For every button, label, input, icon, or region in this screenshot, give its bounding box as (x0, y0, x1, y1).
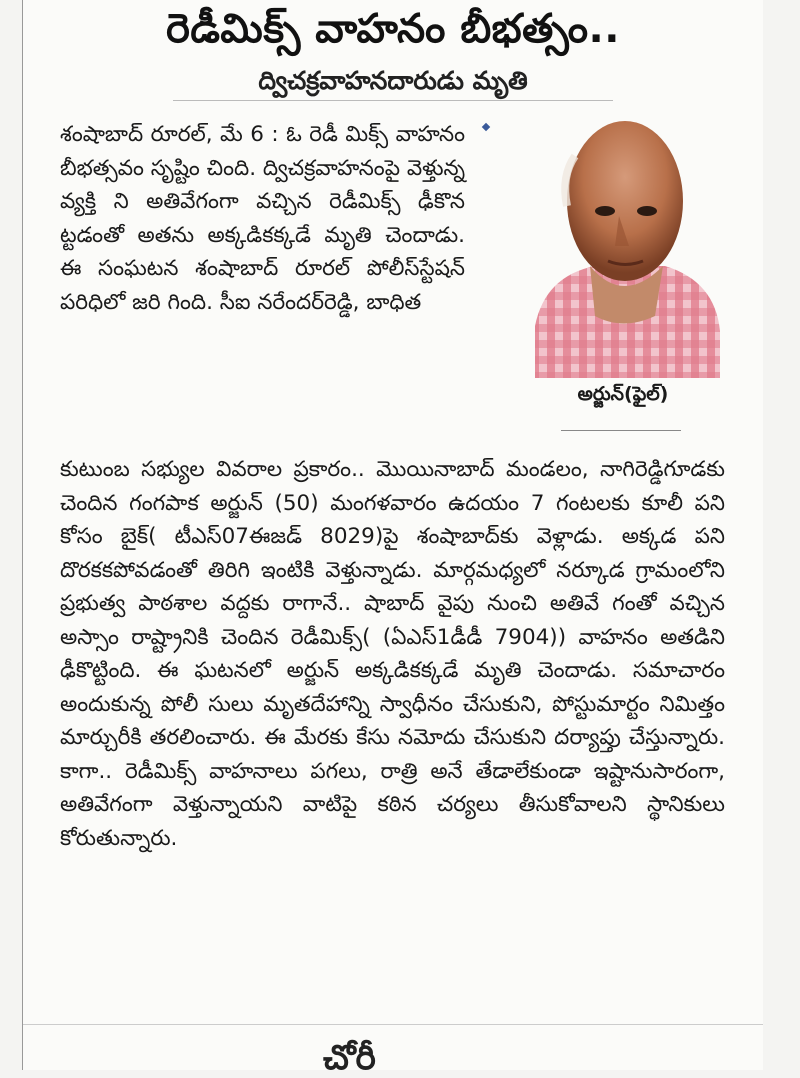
person-photo (515, 116, 730, 378)
paragraph-text: శంషాబాద్‌ రూరల్‌, మే 6 : ఓ రెడీ మిక్స్‌ వాహనం బీభత్సవం సృష్టిం చింది. ద్విచక్రవాహనంపై వెళ్తున్న వ్యక్తి ని అతివేగంగా వచ్చిన రెడీమిక్స్‌ ఢీకొన ట్టడంతో అతను అక్కడికక్కడే మృతి చెందాడు. ఈ సంఘటన శంషాబాద్‌ రూరల్‌ పోలీస్‌స్టేషన్‌ పరిధిలో జరి గింది. సీఐ నరేందర్‌రెడ్డి, బాధిత (60, 122, 466, 315)
caption-underline (561, 430, 681, 431)
bullet-marker-icon (482, 123, 490, 131)
headline: రెడీమిక్స్‌ వాహనం బీభత్సం.. (166, 6, 620, 52)
full-width-paragraph (60, 453, 725, 855)
subheadline: ద్విచక్రవాహనదారుడు మృతి (258, 66, 528, 95)
next-article-headline: చోరీ (323, 1038, 376, 1078)
subheadline-underline (173, 100, 613, 101)
paragraph-text: కుటుంబ సభ్యుల వివరాల ప్రకారం.. మొయినాబాద్‌ మండలం, నాగిరెడ్డిగూడకు చెందిన గంగపాక అర్జున్‌ (50) మంగళవారం ఉదయం 7 గంటలకు కూలీ పని కోసం బైక్‌( టీఎస్‌07ఈజడ్‌ 8029)పై శంషాబాద్‌కు వెళ్లాడు. అక్కడ పని దొరకకపోవడంతో తిరిగి ఇంటికి వెళ్తున్నాడు. మార్గమధ్యలో నర్కూడ గ్రామంలోని ప్రభుత్వ పాఠశాల వద్దకు రాగానే.. షాబాద్‌ వైపు నుంచి అతివే గంతో వచ్చిన అస్సాం రాష్ట్రానికి చెందిన రెడీమిక్స్‌( (ఏఎస్‌1డీడీ 7904)) వాహనం అతడిని ఢీకొట్టింది. ఈ ఘటనలో అర్జున్‌ అక్కడికక్కడే మృతి చెందాడు. సమాచారం అందుకున్న పోలీ సులు మృతదేహాన్ని స్వాధీనం చేసుకుని, పోస్టుమార్టం నిమిత్తం మార్చురీకి తరలించారు. ఈ మేరకు కేసు నమోదు చేసుకుని దర్యాప్తు చేస్తున్నారు. కాగా.. రెడీమిక్స్‌ వాహనాలు పగలు, రాత్రి అనే తేడాలేకుండా ఇష్టానుసారంగా, అతివేగంగా వెళ్తున్నాయని వాటిపై కఠిన చర్యలు తీసుకోవాలని స్థానికులు కోరుతున్నారు. (60, 457, 725, 851)
article-divider (23, 1024, 763, 1025)
photo-caption: అర్జున్‌(ఫైల్‌) (577, 383, 669, 405)
wrapped-paragraph (60, 118, 465, 319)
newspaper-clipping (22, 0, 763, 1078)
